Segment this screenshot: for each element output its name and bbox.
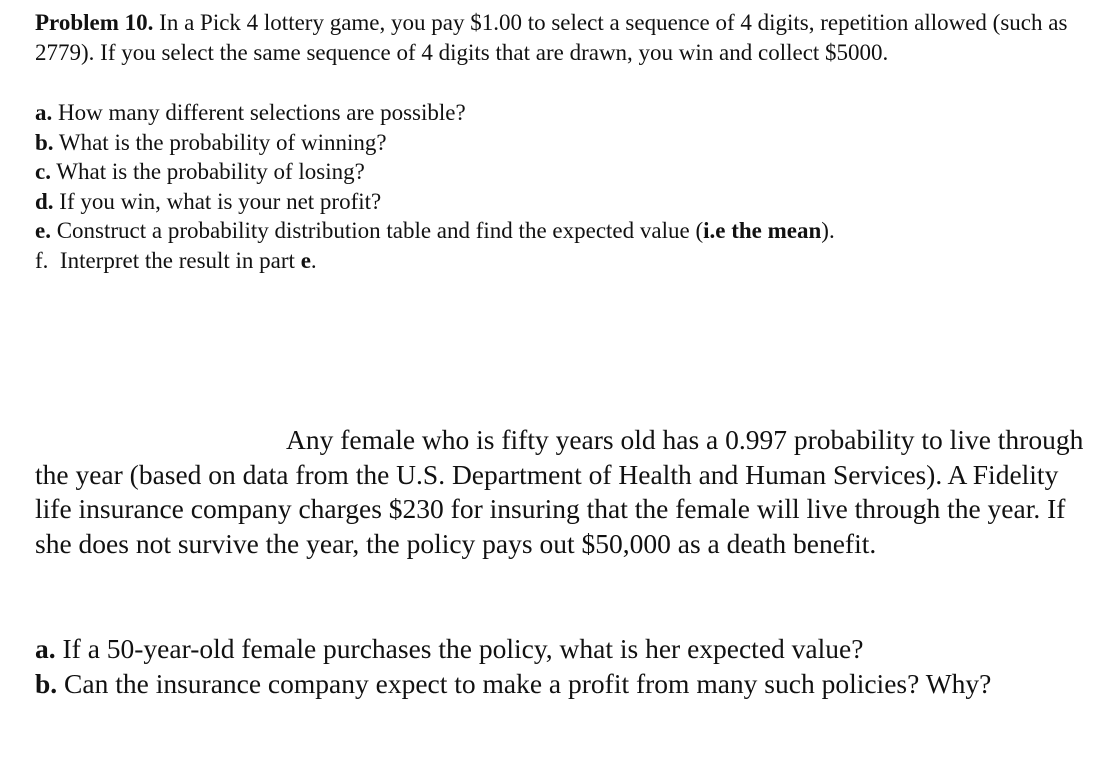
problem-10-label: Problem 10.: [35, 10, 154, 35]
question-text: What is the probability of winning?: [53, 129, 387, 155]
question-bold-text: e: [300, 247, 311, 273]
question-letter: e.: [35, 218, 51, 243]
question-bold-text: i.e the mean: [703, 218, 822, 243]
question-letter: a.: [35, 100, 53, 125]
question-d: [35, 187, 1095, 217]
question-text: What is the probability of losing?: [50, 159, 365, 184]
question-letter: f.: [35, 247, 49, 273]
document: [35, 8, 1095, 699]
question-text: How many different selections are possible?: [52, 100, 466, 125]
problem-10-text: In a Pick 4 lottery game, you pay $1.00 to select a sequence of 4 digits, repetition allowed (such as 2779). If you select the same sequence of 4 digits that are drawn, you win and collect $5000.: [35, 10, 1068, 65]
question-e: [35, 216, 1095, 246]
question-text: Can the insurance company expect to make a profit from many such policies? Why?: [57, 668, 992, 699]
question-text: If you win, what is your net profit?: [53, 188, 382, 214]
question-b: [35, 128, 1095, 158]
insurance-question-b: [35, 666, 1095, 701]
problem-10-statement: [35, 8, 1095, 68]
question-f: [35, 246, 1095, 276]
question-c: [35, 157, 1095, 187]
question-text-end: ).: [821, 218, 835, 243]
insurance-statement: [35, 423, 1095, 561]
question-letter: b.: [35, 129, 54, 155]
question-letter: b.: [35, 668, 58, 699]
insurance-text: Any female who is fifty years old has a 0.997 probability to live through the year (based on data from the U.S. Department of Health and Human Services). A Fidelity life insurance company charges $230 for insuring that the female will live through the year. If she does not survive the year, the policy pays out $50,000 as a death benefit.: [35, 424, 1084, 559]
question-text: Interpret the result in part: [48, 247, 301, 273]
question-text: If a 50-year-old female purchases the policy, what is her expected value?: [55, 633, 864, 664]
question-letter: a.: [35, 633, 56, 664]
question-letter: c.: [35, 159, 51, 184]
insurance-questions: [35, 631, 1095, 701]
question-text-end: .: [310, 247, 317, 273]
question-letter: d.: [35, 188, 54, 214]
question-a: [35, 98, 1095, 128]
question-text: Construct a probability distribution table and find the expected value (: [50, 218, 704, 243]
problem-10-questions: [35, 98, 1095, 275]
insurance-question-a: [35, 631, 1095, 666]
